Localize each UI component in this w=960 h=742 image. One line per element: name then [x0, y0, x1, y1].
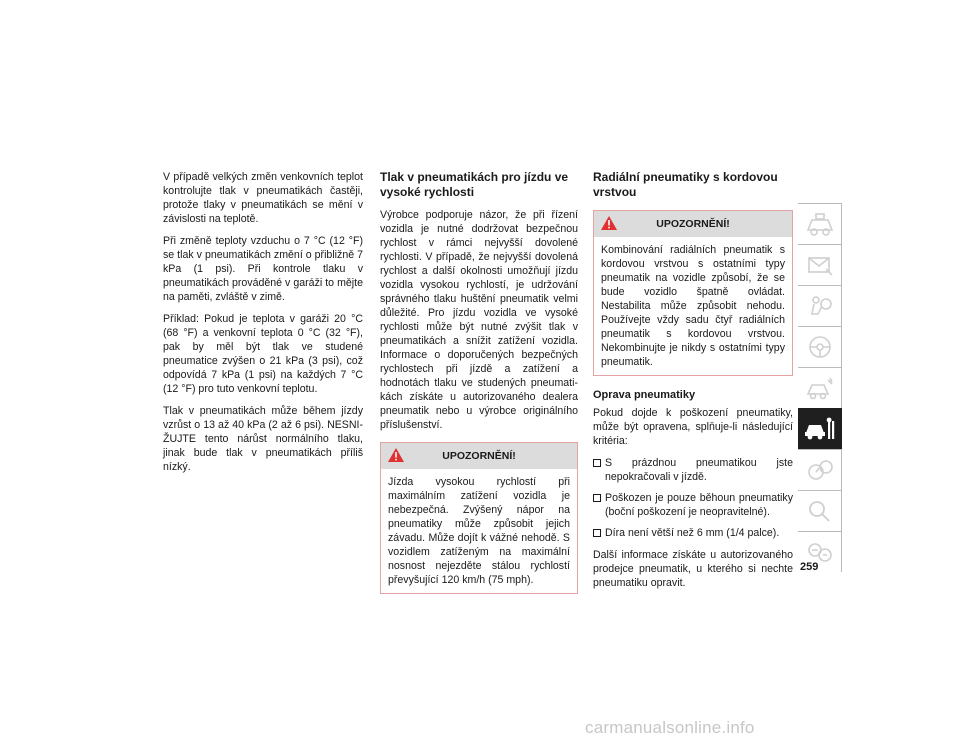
gauges-icon: [804, 456, 836, 484]
criteria-list: [593, 456, 793, 540]
warning-box: [380, 442, 578, 594]
tab-car-dashboard[interactable]: [798, 203, 842, 244]
tab-mail[interactable]: [798, 244, 842, 285]
square-bullet-icon: [593, 459, 601, 467]
paragraph: Výrobce podporuje názor, že při řízení vozidla je nutné dodržovat bezpečnou rychlost v rámci nejvyšší dovolené rychlosti. V případě, že nejvyšší dovolená rychlost a další okolnosti umožňují jízdu vozidla vysokou rychlostí, je udržování správného tlaku huštění pneumatik velmi důležité. Pro jízdu vozidla ve vysoké rychlosti může být nutné zvýšit tlak v pneumatikách a snížit zatížení vozidla. Informace o doporučených bezpečných rychlostech při jízdě a zatížení a hodnotách tlaku ve studených pneumatikách získáte u autorizovaného dealera pneumatik nebo u výrobce originálního příslušenství.: [380, 209, 578, 431]
steering-wheel-icon: [804, 333, 836, 361]
column-3: [593, 170, 793, 598]
tab-magnifier[interactable]: [798, 490, 842, 531]
tab-car-crash[interactable]: [798, 367, 842, 408]
tab-gauges[interactable]: [798, 449, 842, 490]
mail-icon: [804, 251, 836, 279]
warning-text: Jízda vysokou rychlostí při maximálním zatížení vozidla je nebezpečná. Zvýšený nápor na pneumatiky může způsobit jejich závadu. Může dojít k vážné nehodě. S vozidlem zatíženým na maximální nosnost nejezděte stálou rychlostí převyšující 120 km/h (75 mph).: [388, 476, 570, 586]
tab-car-tools[interactable]: [798, 408, 842, 449]
page-number: 259: [800, 561, 819, 573]
warning-body: [594, 237, 792, 375]
paragraph: Při změně teploty vzduchu o 7 °C (12 °F) se tlak v pneumatikách změní o přibližně 7 kPa (1 psi). Při kontrole tlaku v pneumatikách prováděné v garáži to mějte na paměti, zvláště v zimě.: [163, 235, 363, 303]
warning-box: [593, 210, 793, 376]
car-dashboard-icon: [804, 210, 836, 238]
car-crash-icon: [804, 374, 836, 402]
warning-body: [381, 469, 577, 593]
tab-airbag[interactable]: [798, 285, 842, 326]
warning-header: [381, 443, 577, 469]
section-heading: Tlak v pneumatikách pro jízdu ve vysoké rychlosti: [380, 170, 569, 199]
warning-title: UPOZORNĚNÍ!: [442, 450, 516, 462]
chapter-tabs: [798, 203, 842, 572]
list-item: [593, 456, 793, 484]
list-item: [593, 526, 793, 540]
column-1: [163, 170, 363, 482]
warning-header: [594, 211, 792, 237]
warning-title: UPOZORNĚNÍ!: [656, 218, 730, 230]
magnifier-icon: [804, 497, 836, 525]
paragraph: Tlak v pneumatikách může během jízdy vzrůst o 13 až 40 kPa (2 až 6 psi). NESNIŽUJTE tento nárůst normálního tlaku, jinak bude tlak v pneumatikách příliš nízký.: [163, 405, 363, 473]
section-heading: Radiální pneumatiky s kordovou vrstvou: [593, 170, 778, 199]
paragraph: V případě velkých změn venkovních teplot kontrolujte tlak v pneumatikách častěji, protože tlaky v pneumatikách se mění v závislosti na teplotě.: [163, 171, 363, 225]
list-item-text: Díra není větší než 6 mm (1/4 palce).: [605, 527, 780, 539]
paragraph: Pokud dojde k poškození pneumatiky, může být opravena, splňuje-li následující kritéria:: [593, 407, 793, 447]
airbag-icon: [804, 292, 836, 320]
warning-triangle-icon: [388, 448, 404, 462]
list-item: [593, 491, 793, 519]
watermark: carmanualsonline.info: [585, 718, 755, 737]
list-item-text: S prázdnou pneumatikou jste nepokračovali v jízdě.: [605, 457, 793, 483]
tab-steering-wheel[interactable]: [798, 326, 842, 367]
subsection-heading: Oprava pneumatiky: [593, 389, 696, 401]
warning-triangle-icon: [601, 216, 617, 230]
paragraph: Příklad: Pokud je teplota v garáži 20 °C (68 °F) a venkovní teplota 0 °C (32 °F), pak by měl být tlak ve studené pneumatice zvýšen o 21 kPa (3 psi), což odpovídá 7 kPa (1 psi) na každých 7 °C (12 °F) pro tuto venkovní teplotu.: [163, 313, 363, 395]
warning-text: Kombinování radiálních pneumatik s kordovou vrstvou s ostatními typy pneumatik na vozidle způsobí, že se bude vozidlo špatně ovládat. Nestabilita může způsobit nehodu. Používejte vždy sadu čtyř radiálních pneumatik s kordovou vrstvou. Nekombinujte je nikdy s ostatními typy pneumatik.: [601, 244, 785, 368]
car-tools-icon: [803, 415, 837, 443]
paragraph: Další informace získáte u autorizovaného prodejce pneumatik, u kterého si nechte pneumatiku opravit.: [593, 549, 793, 589]
square-bullet-icon: [593, 529, 601, 537]
square-bullet-icon: [593, 494, 601, 502]
column-2: [380, 170, 578, 606]
list-item-text: Poškozen je pouze běhoun pneumatiky (boční poškození je neopravitelné).: [605, 492, 793, 518]
